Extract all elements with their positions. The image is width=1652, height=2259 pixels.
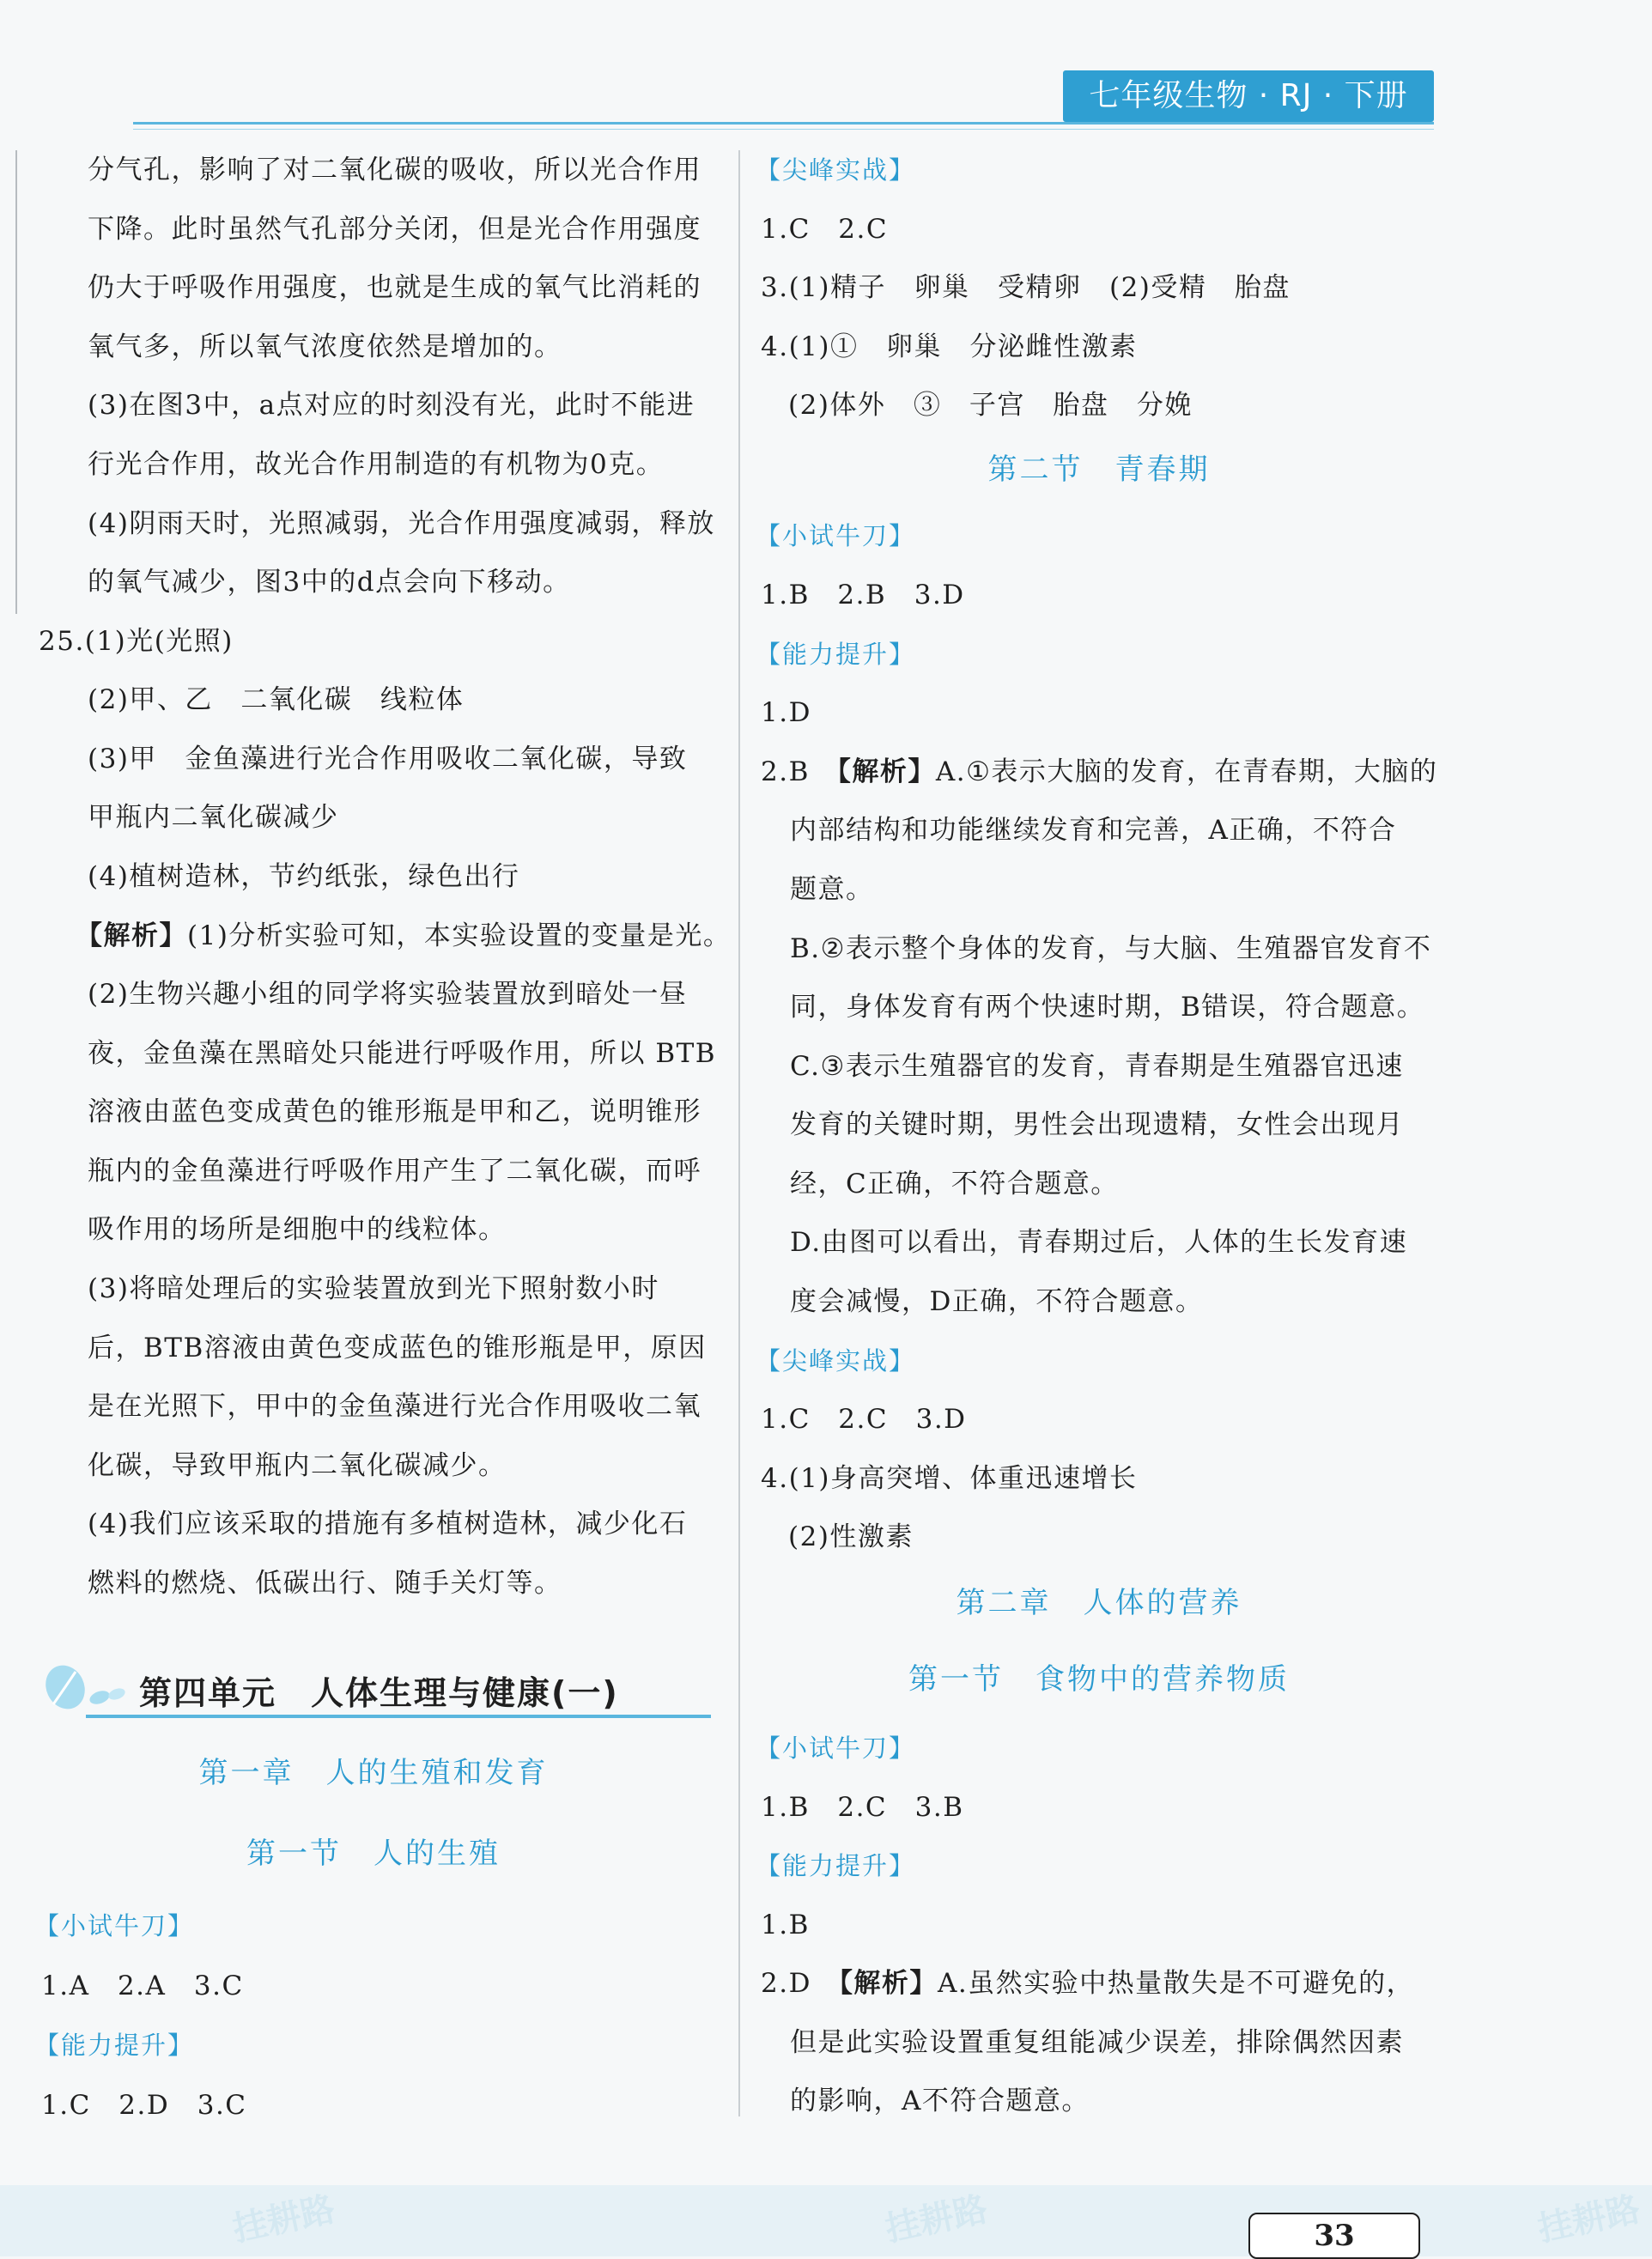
text-line: (3)甲 金鱼藻进行光合作用吸收二氧化碳，导致 xyxy=(88,744,688,774)
analysis-label: 【解析】 xyxy=(839,1968,938,1999)
text-line: 化碳，导致甲瓶内二氧化碳减少。 xyxy=(88,1450,507,1481)
analysis-text: A.①表示大脑的发育，在青春期，大脑的 xyxy=(935,756,1438,787)
unit-rule xyxy=(86,1715,711,1718)
text-line: 仍大于呼吸作用强度，也就是生成的氧气比消耗的 xyxy=(88,272,701,303)
answer-line: 4.(1)① 卵巢 分泌雌性激素 xyxy=(761,331,1138,362)
section-title: 第二节 青春期 xyxy=(987,452,1211,487)
column-divider xyxy=(738,150,740,2116)
answer-prefix: 2.D xyxy=(761,1968,840,1999)
answer-line: 1.B 2.C 3.B xyxy=(761,1792,964,1823)
answer-line: (2)性激素 xyxy=(788,1521,914,1552)
text-line: (3)将暗处理后的实验装置放到光下照射数小时 xyxy=(88,1273,659,1304)
text-line: 行光合作用，故光合作用制造的有机物为0克。 xyxy=(88,449,665,480)
section-title: 第一节 人的生殖 xyxy=(246,1837,501,1871)
text-line: 燃料的燃烧、低碳出行、随手关灯等。 xyxy=(88,1568,562,1599)
text-line: C.③表示生殖器官的发育，青春期是生殖器官迅速 xyxy=(790,1051,1404,1082)
answer-prefix: 2.B xyxy=(761,756,838,787)
page-number: 33 xyxy=(1248,2213,1420,2259)
text-line: 但是此实验设置重复组能减少误差，排除偶然因素 xyxy=(790,2027,1404,2058)
answer-line: 1.B xyxy=(761,1910,810,1940)
section-title: 第一节 食物中的营养物质 xyxy=(908,1662,1290,1697)
text-line: B.②表示整个身体的发育，与大脑、生殖器官发育不 xyxy=(790,933,1432,964)
analysis-line xyxy=(761,755,1437,789)
analysis-text: (1)分析实验可知，本实验设置的变量是光。 xyxy=(187,920,732,951)
header-rule-thin xyxy=(133,129,1434,130)
text-line: (2)甲、乙 二氧化碳 线粒体 xyxy=(88,684,465,715)
watermark: 挂耕路 xyxy=(882,2189,992,2250)
text-line: (4)阴雨天时，光照减弱，光合作用强度减弱，释放 xyxy=(88,508,715,539)
unit-banner xyxy=(34,1653,713,1730)
answer-line: (2)体外 ③ 子宫 胎盘 分娩 xyxy=(788,390,1193,421)
text-line: 的影响，A不符合题意。 xyxy=(790,2086,1090,2116)
text-line: 分气孔，影响了对二氧化碳的吸收，所以光合作用 xyxy=(88,155,701,185)
answer-line: 1.C 2.C xyxy=(761,214,889,245)
text-line: 内部结构和功能继续发育和完善，A正确，不符合 xyxy=(790,815,1397,846)
text-line: (4)植树造林，节约纸张，绿色出行 xyxy=(88,861,520,892)
tag-practice: 【小试牛刀】 xyxy=(756,521,916,550)
text-line: 经，C正确，不符合题意。 xyxy=(790,1169,1119,1199)
tag-ability: 【能力提升】 xyxy=(756,640,916,669)
text-line: (4)我们应该采取的措施有多植树造林，减少化石 xyxy=(88,1509,688,1539)
header-badge: 七年级生物 · RJ · 下册 xyxy=(1063,70,1434,122)
tag-ability: 【能力提升】 xyxy=(756,1851,916,1880)
text-line: 同，身体发育有两个快速时期，B错误，符合题意。 xyxy=(790,992,1425,1023)
unit-title: 第四单元 人体生理与健康(一) xyxy=(139,1674,619,1712)
question-number-line: 25.(1)光(光照) xyxy=(39,626,234,657)
text-line: 吸作用的场所是细胞中的线粒体。 xyxy=(88,1214,507,1245)
text-line: 甲瓶内二氧化碳减少 xyxy=(88,802,339,833)
margin-line xyxy=(15,150,17,614)
text-line: 氧气多，所以氧气浓度依然是增加的。 xyxy=(88,331,562,362)
text-line: (3)在图3中，a点对应的时刻没有光，此时不能进 xyxy=(88,390,695,421)
answer-line: 1.C 2.C 3.D xyxy=(761,1404,967,1435)
analysis-label: 【解析】 xyxy=(76,920,187,951)
text-line: 瓶内的金鱼藻进行呼吸作用产生了二氧化碳，而呼 xyxy=(88,1156,701,1187)
analysis-line xyxy=(76,919,731,953)
text-line: D.由图可以看出，青春期过后，人体的生长发育速 xyxy=(790,1227,1408,1258)
text-line: 题意。 xyxy=(790,874,874,905)
tag-challenge: 【尖峰实战】 xyxy=(756,1346,916,1375)
header-rule xyxy=(133,122,1434,124)
answer-line: 4.(1)身高突增、体重迅速增长 xyxy=(761,1463,1138,1494)
text-line: 下降。此时虽然气孔部分关闭，但是光合作用强度 xyxy=(88,214,701,245)
analysis-text: A.虽然实验中热量散失是不可避免的， xyxy=(937,1968,1415,1999)
text-line: 后，BTB溶液由黄色变成蓝色的锥形瓶是甲，原因 xyxy=(88,1333,707,1363)
text-line: 度会减慢，D正确，不符合题意。 xyxy=(790,1286,1204,1317)
tag-ability: 【能力提升】 xyxy=(34,2031,195,2060)
text-line: (2)生物兴趣小组的同学将实验装置放到暗处一昼 xyxy=(88,979,688,1010)
text-line: 夜，金鱼藻在黑暗处只能进行呼吸作用，所以 BTB xyxy=(88,1038,717,1069)
watermark: 挂耕路 xyxy=(229,2189,339,2250)
chapter-title: 第二章 人体的营养 xyxy=(956,1586,1242,1620)
text-line: 是在光照下，甲中的金鱼藻进行光合作用吸收二氧 xyxy=(88,1391,701,1422)
text-line: 的氧气减少，图3中的d点会向下移动。 xyxy=(88,567,571,598)
analysis-label: 【解析】 xyxy=(837,756,936,787)
answer-line: 1.A 2.A 3.C xyxy=(41,1971,244,2001)
answer-line: 1.D xyxy=(761,697,811,728)
chapter-title: 第一章 人的生殖和发育 xyxy=(198,1756,549,1790)
tag-practice: 【小试牛刀】 xyxy=(756,1734,916,1763)
answer-line: 1.C 2.D 3.C xyxy=(41,2090,247,2121)
analysis-line xyxy=(761,1966,1414,2001)
text-line: 发育的关键时期，男性会出现遗精，女性会出现月 xyxy=(790,1109,1404,1140)
tag-challenge: 【尖峰实战】 xyxy=(756,155,916,185)
tag-practice: 【小试牛刀】 xyxy=(34,1911,195,1940)
text-line: 溶液由蓝色变成黄色的锥形瓶是甲和乙，说明锥形 xyxy=(88,1096,701,1127)
leaf-icon xyxy=(41,1661,136,1715)
watermark: 挂耕路 xyxy=(1534,2189,1644,2250)
answer-line: 1.B 2.B 3.D xyxy=(761,580,965,610)
answer-line: 3.(1)精子 卵巢 受精卵 (2)受精 胎盘 xyxy=(761,272,1291,303)
